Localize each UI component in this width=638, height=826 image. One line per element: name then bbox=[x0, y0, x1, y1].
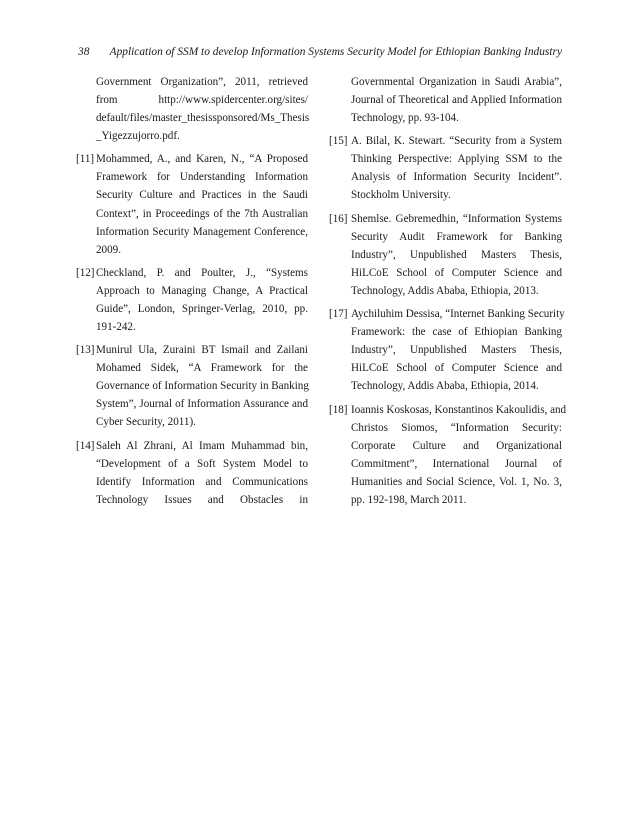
reference-continuation bbox=[76, 73, 308, 145]
reference-line: Government Organization”, 2011, retrieved bbox=[96, 76, 308, 88]
reference-number: [17] bbox=[329, 308, 348, 321]
reference-line: Guide”, London, Springer-Verlag, 2010, pp. bbox=[96, 302, 308, 315]
reference-line: 2009. bbox=[96, 243, 121, 256]
reference-line: Technology, Addis Ababa, Ethiopia, 2013. bbox=[351, 284, 539, 297]
reference-number: [16] bbox=[329, 212, 348, 225]
reference-line: Governance of Information Security in Banking bbox=[96, 380, 309, 393]
reference-line: System”, Journal of Information Assurance and bbox=[96, 398, 308, 411]
reference-line: Cyber Security, 2011). bbox=[96, 416, 196, 429]
reference-item bbox=[76, 264, 308, 336]
reference-line: Saleh Al Zhrani, Al Imam Muhammad bin, bbox=[96, 439, 308, 452]
reference-line: Munirul Ula, Zuraini BT Ismail and Zailani bbox=[96, 344, 308, 357]
reference-line: Ioannis Koskosas, Konstantinos Kakoulidis, and bbox=[351, 403, 567, 416]
reference-item bbox=[330, 132, 562, 204]
reference-line: A. Bilal, K. Stewart. “Security from a System bbox=[351, 135, 562, 148]
reference-line: Commitment”, International Journal of bbox=[351, 457, 562, 470]
reference-line: Approach to Managing Change, A Practical bbox=[96, 284, 308, 297]
reference-line: Checkland, P. and Poulter, J., “Systems bbox=[96, 266, 308, 279]
reference-line: 191-242. bbox=[96, 320, 136, 333]
reference-line: Governmental Organization in Saudi Arabia”, bbox=[351, 76, 562, 88]
reference-number: [12] bbox=[76, 266, 95, 279]
reference-line: Security Audit Framework for Banking bbox=[351, 230, 562, 243]
reference-line: Technology Issues and Obstacles in bbox=[96, 493, 308, 506]
reference-line: Aychiluhim Dessisa, “Internet Banking Security bbox=[351, 308, 565, 321]
reference-item bbox=[76, 341, 308, 431]
reference-item bbox=[76, 437, 308, 509]
reference-line: from http://www.spidercenter.org/sites/ bbox=[96, 94, 308, 107]
reference-line: Corporate Culture and Organizational bbox=[351, 439, 562, 452]
reference-line: Framework: the case of Ethiopian Banking bbox=[351, 326, 562, 339]
reference-line: Security Culture and Practices in the Saudi bbox=[96, 189, 308, 202]
reference-item bbox=[329, 401, 567, 509]
reference-number: [15] bbox=[329, 135, 348, 148]
reference-line: Humanities and Social Science, Vol. 1, No. 3, bbox=[351, 475, 562, 488]
reference-item bbox=[329, 305, 565, 395]
running-header bbox=[78, 46, 562, 62]
reference-number: [11] bbox=[76, 153, 95, 166]
reference-item bbox=[76, 150, 308, 258]
reference-line: Industry”, Unpublished Masters Thesis, bbox=[351, 344, 562, 357]
reference-line: Framework for Understanding Information bbox=[96, 171, 308, 184]
reference-line: Thinking Perspective: Applying SSM to the bbox=[351, 153, 562, 166]
reference-continuation bbox=[330, 73, 562, 127]
reference-line: Mohammed, A., and Karen, N., “A Proposed bbox=[96, 153, 308, 166]
reference-line: Technology, Addis Ababa, Ethiopia, 2014. bbox=[351, 380, 539, 393]
reference-number: [14] bbox=[76, 439, 95, 452]
reference-line: Christos Siomos, “Information Security: bbox=[351, 421, 562, 434]
reference-line: _Yigezzujorro.pdf. bbox=[96, 130, 180, 143]
reference-line: Analysis of Information Security Incident”. bbox=[351, 171, 562, 184]
reference-line: Mohamed Sidek, “A Framework for the bbox=[96, 362, 308, 375]
running-title: Application of SSM to develop Information Systems Security Model for Ethiopian Banking Industry bbox=[109, 46, 562, 58]
reference-line: Technology, pp. 93-104. bbox=[351, 112, 459, 125]
reference-line: Industry”, Unpublished Masters Thesis, bbox=[351, 248, 562, 261]
right-column bbox=[329, 73, 567, 514]
reference-line: HiLCoE School of Computer Science and bbox=[351, 362, 562, 375]
reference-line: Shemlse. Gebremedhin, “Information Systems bbox=[351, 212, 562, 225]
reference-item bbox=[330, 210, 562, 300]
left-column bbox=[76, 73, 308, 514]
reference-line: Identify Information and Communications bbox=[96, 475, 308, 488]
reference-number: [13] bbox=[76, 344, 95, 357]
page-number: 38 bbox=[78, 46, 90, 58]
reference-line: Context”, in Proceedings of the 7th Australian bbox=[96, 207, 308, 220]
reference-line: pp. 192-198, March 2011. bbox=[351, 493, 467, 506]
reference-line: “Development of a Soft System Model to bbox=[96, 457, 308, 470]
reference-line: default/files/master_thesissponsored/Ms_Thesis bbox=[96, 112, 310, 125]
reference-number: [18] bbox=[329, 403, 348, 416]
reference-line: Journal of Theoretical and Applied Information bbox=[351, 94, 562, 107]
reference-line: HiLCoE School of Computer Science and bbox=[351, 266, 562, 279]
reference-line: Information Security Management Conference, bbox=[96, 225, 308, 238]
reference-line: Stockholm University. bbox=[351, 189, 451, 202]
